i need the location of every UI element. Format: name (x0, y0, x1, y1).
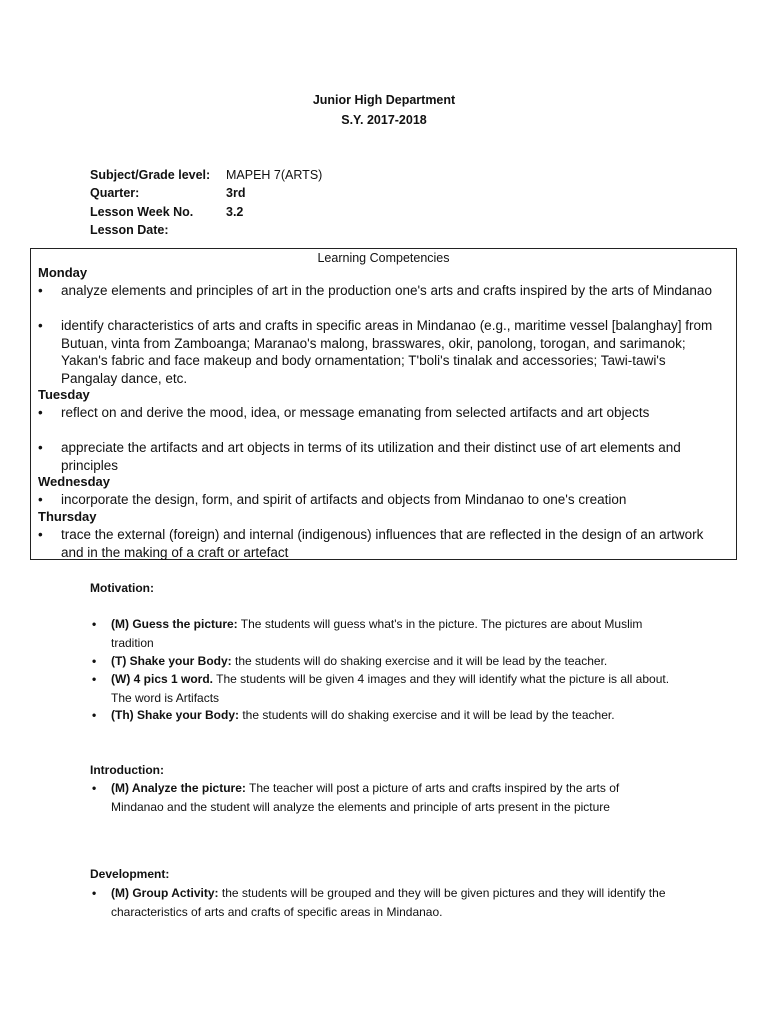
department-title: Junior High Department (312, 93, 456, 107)
meta-value: 3.2 (226, 205, 244, 219)
competency-text: reflect on and derive the mood, idea, or message emanating from selected artifacts and art objects (61, 405, 650, 420)
competency-item (38, 491, 718, 509)
development-title: Development: (90, 867, 170, 881)
competency-item (38, 526, 718, 561)
bullet-icon: • (92, 781, 97, 795)
day-tuesday: Tuesday (38, 387, 90, 402)
bullet-icon: • (38, 440, 43, 455)
competencies-title: Learning Competencies (317, 251, 450, 265)
bullet-icon: • (38, 527, 43, 542)
activity-text: the students will do shaking exercise and it will be lead by the teacher. (239, 708, 615, 722)
activity-label: (M) Analyze the picture: (111, 781, 246, 795)
bullet-icon: • (92, 654, 97, 668)
bullet-icon: • (38, 283, 43, 298)
motivation-item (92, 706, 672, 725)
motivation-title: Motivation: (90, 581, 154, 595)
activity-label: (M) Guess the picture: (111, 617, 238, 631)
bullet-icon: • (92, 617, 97, 631)
motivation-item (92, 652, 672, 671)
bullet-icon: • (92, 708, 97, 722)
competency-item (38, 282, 718, 300)
meta-label: Lesson Date: (90, 223, 169, 237)
competency-text: analyze elements and principles of art in the production one's arts and crafts inspired by the arts of Mindanao (61, 283, 712, 298)
day-monday: Monday (38, 265, 88, 280)
activity-label: (Th) Shake your Body: (111, 708, 240, 722)
activity-text: The students will be given 4 images and they will identify what the picture is all about. The word is Artifacts (111, 672, 670, 705)
activity-text: the students will do shaking exercise and it will be lead by the teacher. (231, 654, 608, 668)
bullet-icon: • (92, 886, 97, 900)
activity-text: The teacher will post a picture of arts and crafts inspired by the arts of Mindanao and the student will analyze the elements and principle of arts present in the picture (111, 781, 620, 814)
activity-label: (M) Group Activity: (111, 886, 219, 900)
introduction-item (92, 779, 672, 816)
competency-item (38, 317, 718, 387)
meta-value: MAPEH 7(ARTS) (226, 168, 323, 182)
competency-text: identify characteristics of arts and crafts in specific areas in Mindanao (e.g., maritime vessel [balanghay] from Butuan, vinta from Zamboanga; Maranao's malong, brasswares, okir, panolong, torogan, and sarimanok; Yakan's fabric and face makeup and body ornamentation; T'boli's tinalak and accessories; Tawi-tawi's Pangalay dance, etc. (61, 318, 713, 386)
competency-item (38, 439, 718, 474)
bullet-icon: • (38, 318, 43, 333)
learning-competencies-box (30, 248, 737, 560)
competency-text: trace the external (foreign) and internal (indigenous) influences that are reflected in the design of an artwork and in the making of a craft or artefact (61, 527, 704, 560)
day-thursday: Thursday (38, 509, 97, 524)
day-wednesday: Wednesday (38, 474, 111, 489)
development-item (92, 884, 672, 921)
competency-text: incorporate the design, form, and spirit of artifacts and objects from Mindanao to one's creation (61, 492, 627, 507)
bullet-icon: • (38, 492, 43, 507)
meta-value: 3rd (226, 186, 246, 200)
bullet-icon: • (92, 672, 97, 686)
competency-text: appreciate the artifacts and art objects in terms of its utilization and their distinct use of art elements and principles (61, 440, 681, 473)
activity-label: (T) Shake your Body: (111, 654, 232, 668)
meta-label: Quarter: (90, 186, 140, 200)
motivation-item (92, 670, 672, 707)
activity-label: (W) 4 pics 1 word. (111, 672, 214, 686)
competency-item (38, 404, 718, 422)
introduction-title: Introduction: (90, 763, 164, 777)
meta-label: Subject/Grade level: (90, 168, 211, 182)
meta-label: Lesson Week No. (90, 205, 194, 219)
motivation-item (92, 615, 672, 652)
school-year: S.Y. 2017-2018 (341, 113, 427, 127)
bullet-icon: • (38, 405, 43, 420)
activity-text: The students will guess what's in the picture. The pictures are about Muslim tradition (111, 617, 643, 650)
activity-text: the students will be grouped and they will be given pictures and they will identify the characteristics of arts and crafts of specific areas in Mindanao. (111, 886, 666, 919)
